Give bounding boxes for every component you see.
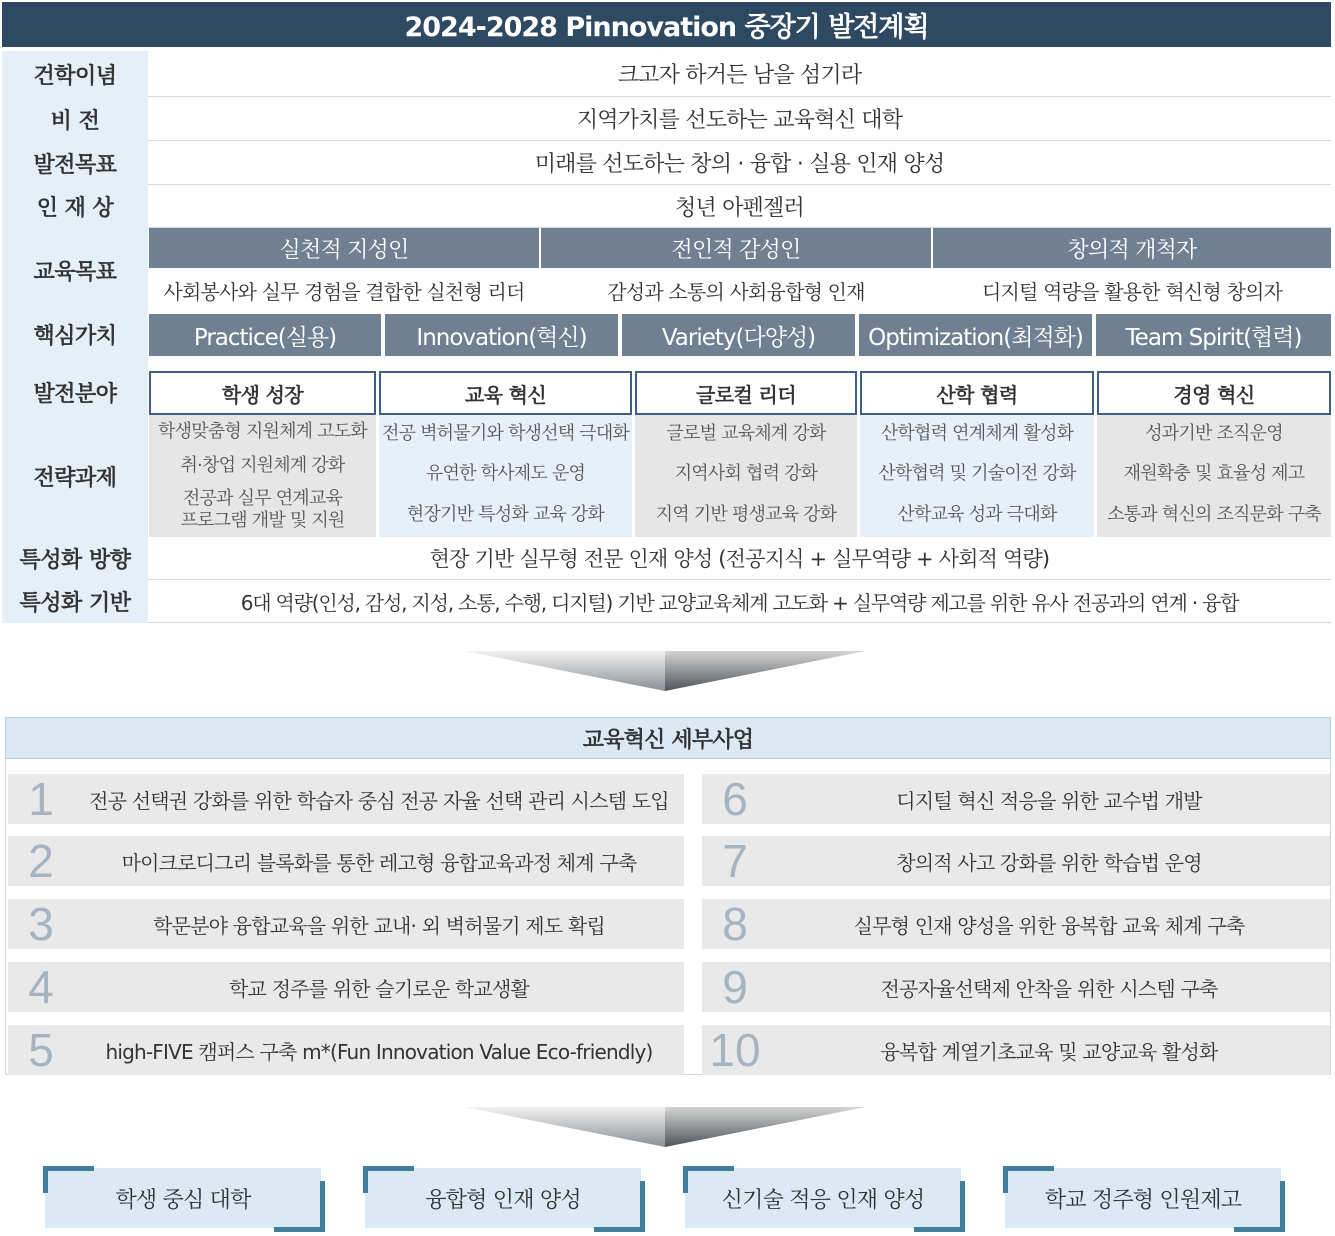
outcome-label: 학교 정주형 인원제고 — [1044, 1187, 1242, 1213]
label-spacer — [2, 356, 148, 370]
field-box: 경영 혁신 — [1097, 371, 1331, 415]
bracket-corner — [1234, 1181, 1285, 1232]
core-value: Practice(실용) — [149, 314, 381, 356]
project-text: 실무형 인재 양성을 위한 융복합 교육 체계 구축 — [853, 913, 1245, 938]
project-item — [8, 836, 684, 886]
core-value: Variety(다양성) — [622, 314, 855, 356]
bracket-corner — [274, 1181, 325, 1232]
spec-base-value: 6대 역량(인성, 감성, 지성, 소통, 수행, 디지털) 기반 교양교육체계 고도화 + 실무역량 제고를 위한 유사 전공과의 연계 · 융합 — [148, 580, 1331, 623]
task-item: 지역사회 협력 강화 — [674, 463, 818, 484]
spec-direction-label: 특성화 방향 — [2, 537, 148, 580]
outcome-box — [1005, 1168, 1281, 1228]
edu-goal-head: 실천적 지성인 — [149, 228, 539, 268]
project-item — [702, 899, 1330, 949]
task-column — [635, 415, 857, 537]
bracket-corner — [43, 1166, 94, 1193]
project-number: 4 — [28, 961, 54, 1013]
edu-goal-label: 교육목표 — [2, 228, 148, 312]
project-item — [8, 1025, 684, 1075]
bracket-corner — [363, 1166, 414, 1193]
task-item: 글로벌 교육체계 강화 — [666, 423, 826, 444]
project-number: 2 — [28, 835, 54, 887]
outcome-box — [365, 1168, 641, 1228]
core-value: Team Spirit(협력) — [1096, 314, 1331, 356]
talent-value: 청년 아펜젤러 — [148, 185, 1331, 228]
task-column — [1097, 415, 1331, 537]
outcome-box — [685, 1168, 961, 1228]
vision-label: 비 전 — [2, 97, 148, 141]
dev-goal-value: 미래를 선도하는 창의 · 융합 · 실용 인재 양성 — [148, 141, 1331, 185]
project-number: 3 — [28, 898, 54, 950]
talent-label: 인 재 상 — [2, 185, 148, 228]
task-item: 재원확충 및 효율성 제고 — [1123, 463, 1305, 484]
plan-title: 2024-2028 Pinnovation 중장기 발전계획 — [2, 2, 1331, 47]
task-item: 산학협력 연계체계 활성화 — [880, 423, 1074, 444]
task-item: 산학협력 및 기술이전 강화 — [878, 463, 1076, 484]
project-text: 학문분야 융합교육을 위한 교내· 외 벽허물기 제도 확립 — [153, 913, 605, 938]
task-item: 산학교육 성과 극대화 — [897, 504, 1057, 525]
down-arrow-icon — [465, 1107, 865, 1147]
field-box: 학생 성장 — [149, 371, 376, 415]
field-box: 교육 혁신 — [379, 371, 632, 415]
project-number: 1 — [28, 773, 54, 825]
project-text: 전공자율선택제 안착을 위한 시스템 구축 — [880, 976, 1218, 1001]
project-text: 디지털 혁신 적응을 위한 교수법 개발 — [896, 788, 1202, 813]
task-item: 취·창업 지원체계 강화 — [180, 455, 345, 476]
project-number: 9 — [722, 961, 748, 1013]
project-number: 10 — [709, 1024, 761, 1076]
outcome-label: 신기술 적응 인재 양성 — [721, 1187, 925, 1213]
bracket-corner — [1003, 1166, 1054, 1193]
task-column — [379, 415, 632, 537]
projects-title: 교육혁신 세부사업 — [5, 717, 1331, 759]
outcome-label: 학생 중심 대학 — [115, 1187, 251, 1213]
spec-base-label: 특성화 기반 — [2, 580, 148, 623]
task-item: 전공과 실무 연계교육 프로그램 개발 및 지원 — [180, 488, 345, 531]
outcome-label: 융합형 인재 양성 — [425, 1187, 581, 1213]
bracket-corner — [914, 1181, 965, 1232]
edu-goal-head: 전인적 감성인 — [541, 228, 931, 268]
project-text: 마이크로디그리 블록화를 통한 레고형 융합교육과정 체계 구축 — [121, 850, 637, 875]
project-item — [8, 899, 684, 949]
task-item: 소통과 혁신의 조직문화 구축 — [1107, 504, 1321, 525]
task-column — [860, 415, 1094, 537]
outcome-box — [45, 1168, 321, 1228]
task-item: 학생맞춤형 지원체계 고도화 — [158, 421, 367, 442]
project-number: 7 — [722, 835, 748, 887]
field-box: 산학 협력 — [860, 371, 1094, 415]
task-item: 전공 벽허물기와 학생선택 극대화 — [382, 423, 629, 444]
task-column — [149, 415, 376, 537]
project-item — [702, 774, 1330, 824]
edu-goal-head: 창의적 개척자 — [933, 228, 1331, 268]
task-item: 유연한 학사제도 운영 — [425, 463, 586, 484]
project-item — [8, 962, 684, 1012]
project-number: 5 — [28, 1024, 54, 1076]
project-item — [8, 774, 684, 824]
edu-goal-desc: 디지털 역량을 활용한 혁신형 창의자 — [981, 279, 1283, 304]
edu-goal-block — [148, 228, 1331, 312]
founding-label: 건학이념 — [2, 51, 148, 97]
project-item — [702, 1025, 1330, 1075]
vision-value: 지역가치를 선도하는 교육혁신 대학 — [148, 97, 1331, 141]
founding-value: 크고자 하거든 남을 섬기라 — [148, 51, 1331, 97]
project-number: 8 — [722, 898, 748, 950]
spec-direction-value: 현장 기반 실무형 전문 인재 양성 (전공지식 + 실무역량 + 사회적 역량) — [148, 537, 1331, 580]
task-item: 현장기반 특성화 교육 강화 — [406, 504, 605, 525]
edu-goal-desc: 감성과 소통의 사회융합형 인재 — [607, 279, 865, 304]
dev-goal-label: 발전목표 — [2, 141, 148, 185]
core-values-label: 핵심가치 — [2, 312, 148, 356]
fields-label: 발전분야 — [2, 370, 148, 415]
project-text: 융복합 계열기초교육 및 교양교육 활성화 — [880, 1039, 1218, 1064]
tasks-label: 전략과제 — [2, 415, 148, 537]
project-item — [702, 836, 1330, 886]
down-arrow-icon — [465, 651, 865, 691]
field-box: 글로컬 리더 — [635, 371, 857, 415]
task-item: 지역 기반 평생교육 강화 — [655, 504, 837, 525]
core-value: Innovation(혁신) — [385, 314, 618, 356]
core-value: Optimization(최적화) — [859, 314, 1092, 356]
project-text: 학교 정주를 위한 슬기로운 학교생활 — [228, 976, 530, 1001]
project-text: 전공 선택권 강화를 위한 학습자 중심 전공 자율 선택 관리 시스템 도입 — [89, 788, 669, 813]
project-text: 창의적 사고 강화를 위한 학습법 운영 — [896, 850, 1202, 875]
project-text: high-FIVE 캠퍼스 구축 m*(Fun Innovation Value Eco-friendly) — [105, 1039, 653, 1064]
task-item: 성과기반 조직운영 — [1145, 423, 1283, 444]
edu-goal-desc: 사회봉사와 실무 경험을 결합한 실천형 리더 — [163, 279, 525, 304]
bracket-corner — [683, 1166, 734, 1193]
project-number: 6 — [722, 773, 748, 825]
project-item — [702, 962, 1330, 1012]
bracket-corner — [594, 1181, 645, 1232]
